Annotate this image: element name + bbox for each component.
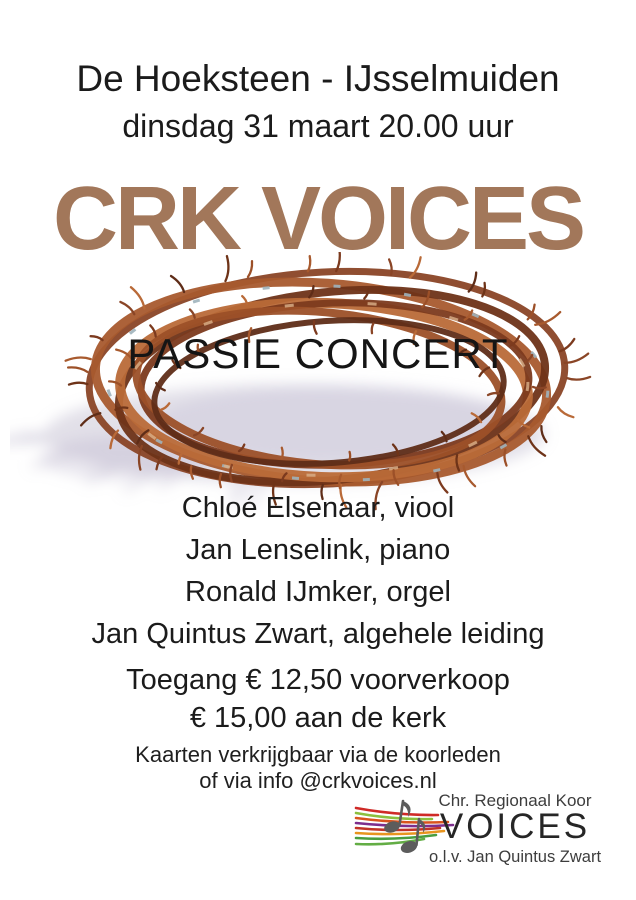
ticket-contact-line: of via info @crkvoices.nl [199,768,437,793]
performer-line: Chloé Elsenaar, viool [181,492,455,524]
logo-org-line: Chr. Regionaal Koor [438,791,592,810]
logo-conductor-line: o.l.v. Jan Quintus Zwart [428,848,602,866]
crown-of-thorns-image [10,252,626,517]
voices-choir-logo [352,791,602,883]
logo-choir-name: VOICES [439,807,591,846]
performer-line: Jan Lenselink, piano [185,534,451,566]
ticket-presale-line: Toegang € 12,50 voorverkoop [126,664,510,696]
event-title: PASSIE CONCERT [127,330,509,377]
ticket-info-line: Kaarten verkrijgbaar via de koorleden [135,742,501,767]
date-time-line: dinsdag 31 maart 20.00 uur [122,108,514,144]
poster-title: CRK VOICES [52,169,584,269]
crown-of-thorns-graphic [10,252,626,517]
performer-line: Ronald IJmker, orgel [185,576,451,608]
ticket-door-line: € 15,00 aan de kerk [189,702,447,734]
performers-list [0,487,636,655]
venue-line: De Hoeksteen - IJsselmuiden [76,58,560,99]
performer-line: Jan Quintus Zwart, algehele leiding [91,618,545,650]
